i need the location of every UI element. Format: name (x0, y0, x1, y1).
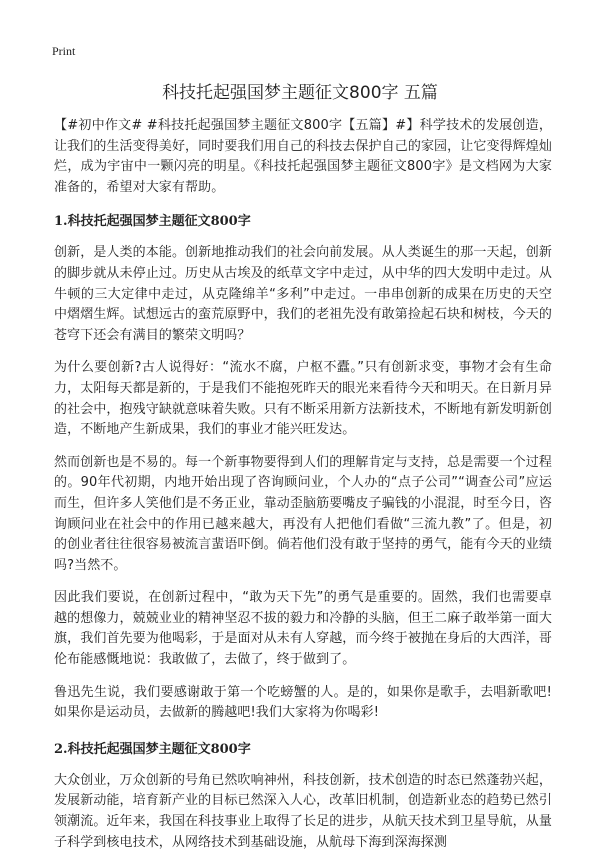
section-1-paragraph-4: 因此我们要说，在创新过程中，“敢为天下先”的勇气是重要的。固然，我们也需要卓越的想像力，兢兢业业的精神坚忍不拔的毅力和冷静的头脑，但王二麻子敢举第一面大旗，我们首先要为他喝彩，于是面对从未有人穿越，而今终于被抛在身后的大西洋，哥伦布能感慨地说：我敢做了，去做了，终于做到了。 (54, 590, 552, 668)
article-body (54, 116, 552, 865)
section-2-paragraph-1: 大众创业，万众创新的号角已然吹响神州，科技创新，技术创造的时态已然蓬勃兴起，发展新动能，培育新产业的目标已然深入人心，改革旧机制，创造新业态的趋势已然引领潮流。近年来，我国在科技事业上取得了长足的进步，从航天技术到卫星导航，从量子科学到核电技术，从网络技术到基础设施，从航母下海到深海探测 (54, 772, 552, 850)
section-1-paragraph-3: 然而创新也是不易的。每一个新事物要得到人们的理解肯定与支持，总是需要一个过程的。90年代初期，内地开始出现了咨询顾问业，个人办的“点子公司”“调查公司”应运而生，但许多人笑他们是不务正业，靠动歪脑筋要嘴皮子骗钱的小混混，时至今日，咨询顾问业在社会中的作用已越来越大，再没有人把他们看做“三流九教”了。但是，初的创业者往往很容易被流言蜚语吓倒。倘若他们没有敢于坚持的勇气，能有今天的业绩吗?当然不。 (54, 454, 552, 573)
article-title: 科技托起强国梦主题征文800字 五篇 (162, 83, 438, 103)
article-intro: 【#初中作文# #科技托起强国梦主题征文800字【五篇】#】科学技术的发展创造，让我们的生活变得美好，同时要我们用自己的科技去保护自己的家园，让它变得辉煌灿烂，成为宇宙中一颗闪亮的明星。《科技托起强国梦主题征文800字》是文档网为大家准备的，希望对大家有帮助。 (54, 118, 552, 195)
print-link[interactable]: Print (52, 44, 76, 58)
section-heading-1: 1.科技托起强国梦主题征文800字 (54, 214, 251, 230)
section-heading-2: 2.科技托起强国梦主题征文800字 (54, 741, 251, 757)
section-1-paragraph-5: 鲁迅先生说，我们要感谢敢于第一个吃螃蟹的人。是的，如果你是歌手，去唱新歌吧!如果你是运动员，去做新的腾越吧!我们大家将为你喝彩! (54, 684, 552, 721)
section-1-paragraph-1: 创新，是人类的本能。创新地推动我们的社会向前发展。从人类诞生的那一天起，创新的脚步就从未停止过。历史从古埃及的纸草文字中走过，从中华的四大发明中走过。从牛顿的三大定律中走过，从克隆绵羊“多利”中走过。一串串创新的成果在历史的天空中熠熠生辉。试想远古的蛮荒原野中，我们的老祖先没有敢第捡起石块和树枝，今天的苍穹下还会有满目的繁荣文明吗？ (54, 245, 552, 343)
section-1-paragraph-2: 为什么要创新?古人说得好：“流水不腐，户枢不蠹。”只有创新求变，事物才会有生命力，太阳每天都是新的，于是我们不能抱死昨天的眼光来看待今天和明天。在日新月异的社会中，抱残守缺就意味着失败。只有不断采用新方法新技术，不断地有新发明新创造，不断地产生新成果，我们的事业才能兴旺发达。 (54, 360, 552, 438)
